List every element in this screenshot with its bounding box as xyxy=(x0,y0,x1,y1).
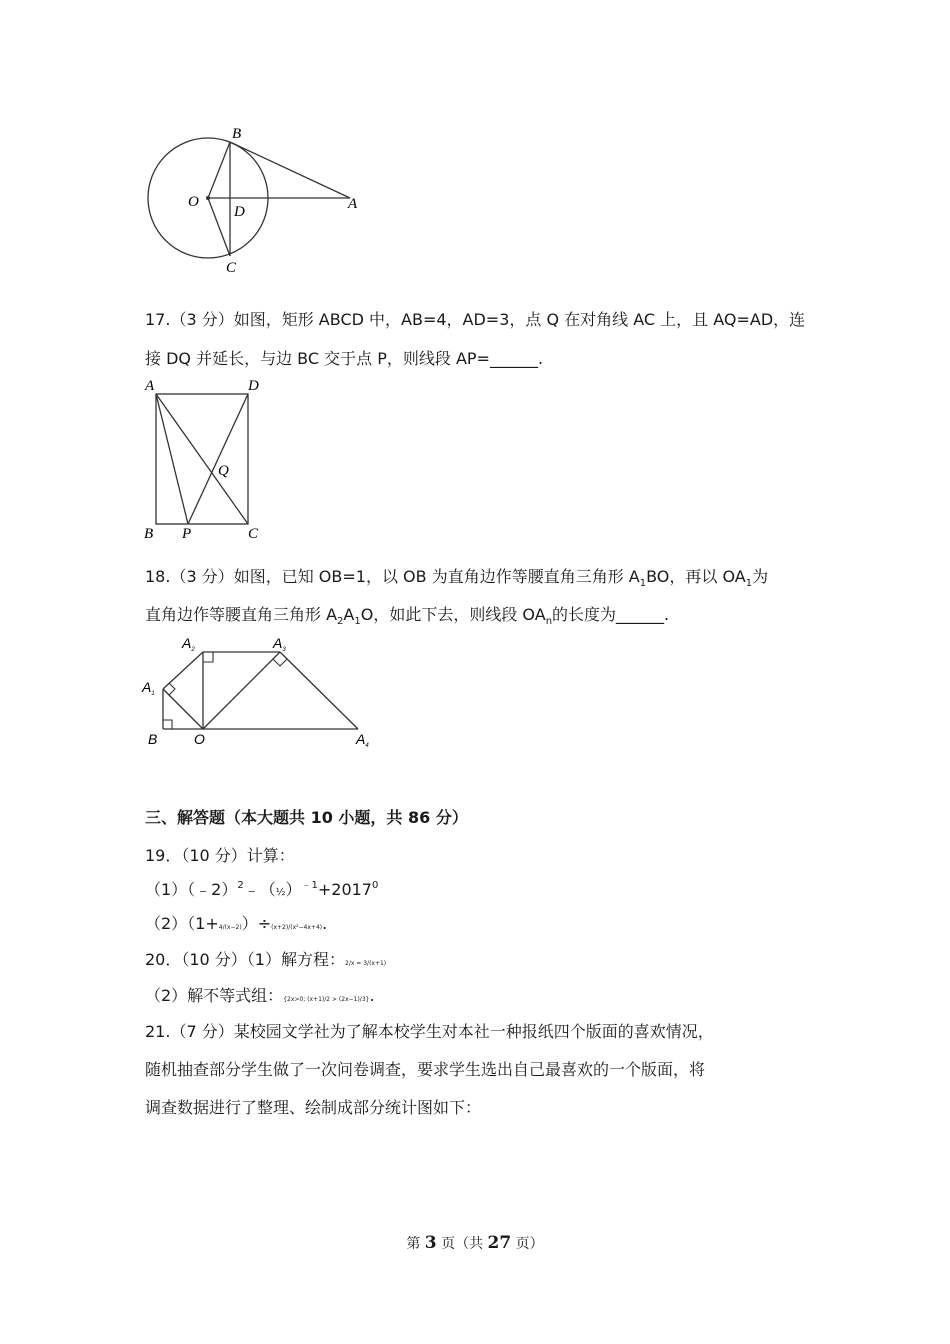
segment-ob xyxy=(208,142,230,198)
q19-head: 19．（10 分）计算： xyxy=(145,846,295,865)
label-c: C xyxy=(226,260,237,276)
label-a4: $A_4$ xyxy=(356,731,369,749)
q21-line1: 21.（7 分）某校园文学社为了解本校学生对本社一种报纸四个版面的喜欢情况， xyxy=(145,1022,714,1041)
label-o: O xyxy=(188,194,199,210)
label-b: B xyxy=(148,731,158,747)
right-angle-a2 xyxy=(203,652,213,662)
diagonal-ac xyxy=(156,394,248,524)
q20-part2: （2）解不等式组：{2x>0; (x+1)/2 > (2x−1)/3}. xyxy=(145,986,375,1005)
segment-dp xyxy=(188,394,248,524)
q18-line2: 直角边作等腰直角三角形 $A_2A_1O$，如此下去，则线段 $OA_n$的长度为______. xyxy=(145,605,670,627)
q21-line3: 调查数据进行了整理、绘制成部分统计图如下： xyxy=(145,1098,482,1117)
q18-line1: 18.（3 分）如图，已知 OB=1，以 OB 为直角边作等腰直角三角形 $A_1BO$，再以 $OA_1$为 xyxy=(145,567,769,589)
right-angle-b xyxy=(163,720,172,729)
segment-ap xyxy=(156,394,188,524)
q20-head: 20．（10 分）（1）解方程：2/x = 3/(x+1) xyxy=(145,950,387,969)
segment-oc xyxy=(208,198,230,256)
segment-a3a4 xyxy=(280,652,358,729)
q19-part2: （2）（1+4/(x−2)）÷(x+2)/(x²−4x+4). xyxy=(145,914,328,933)
label-q: Q xyxy=(218,463,229,479)
page-footer: 第 3 页（共 27 页） xyxy=(406,1233,544,1253)
label-d: D xyxy=(248,378,259,394)
label-c: C xyxy=(248,526,259,542)
label-p: P xyxy=(182,526,192,542)
label-b: B xyxy=(232,126,242,142)
section-title: 三、解答题（本大题共 10 小题，共 86 分） xyxy=(145,808,468,827)
label-a: A xyxy=(348,196,358,212)
figure-circle-tangent xyxy=(140,120,370,280)
segment-oa3 xyxy=(203,652,280,729)
right-angle-a3 xyxy=(273,659,287,666)
label-b: B xyxy=(144,526,154,542)
right-angle-a1 xyxy=(169,683,175,695)
page-number: 3 xyxy=(424,1233,437,1253)
label-a: A xyxy=(145,378,155,394)
label-a1: $A_1$ xyxy=(142,679,155,697)
label-d: D xyxy=(234,204,245,220)
q19-part1: $(1)(﹣2)^2﹣(\frac{1}{2})^{﹣1}+2017^0$ xyxy=(145,880,379,899)
center-point xyxy=(206,196,210,200)
q17-line1: 17.（3 分）如图，矩形 ABCD 中，AB=4，AD=3，点 Q 在对角线 AC 上，且 AQ=AD，连 xyxy=(145,310,806,329)
q17-line2: 接 DQ 并延长，与边 BC 交于点 P，则线段 AP=______. xyxy=(145,349,544,368)
q21-line2: 随机抽查部分学生做了一次问卷调查，要求学生选出自己最喜欢的一个版面，将 xyxy=(145,1060,706,1079)
label-o: O xyxy=(194,731,205,747)
figure-isosceles-triangles xyxy=(140,632,385,750)
figure-rectangle-abcd xyxy=(140,375,270,545)
label-a3: $A_3$ xyxy=(273,635,286,653)
label-a2: $A_2$ xyxy=(182,635,195,653)
segment-ba xyxy=(230,142,350,198)
total-pages: 27 xyxy=(487,1233,512,1253)
